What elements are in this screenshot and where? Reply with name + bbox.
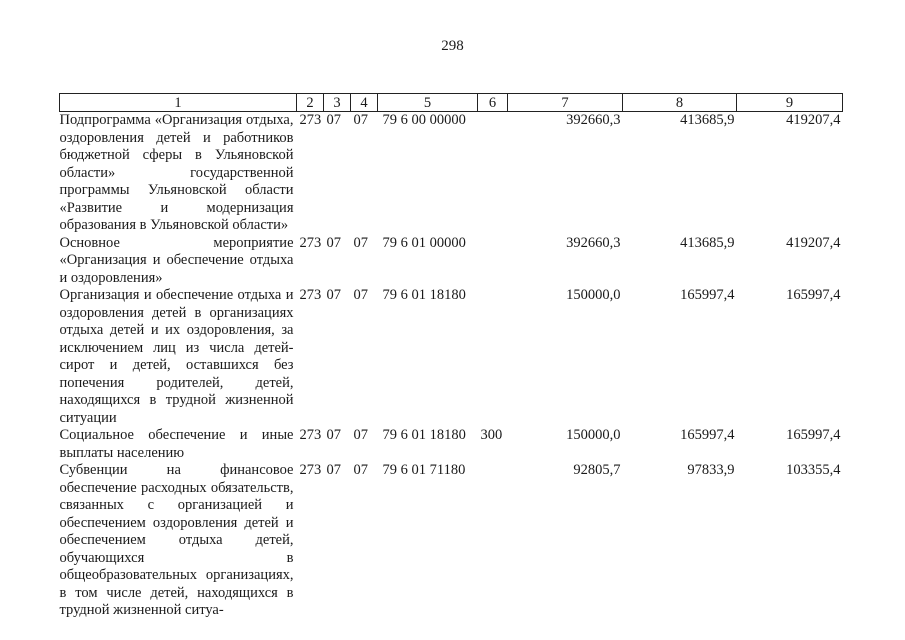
row-target-article: 79 6 00 00000 bbox=[382, 112, 466, 128]
row-section-code: 07 bbox=[326, 287, 341, 303]
header-col-7: 7 bbox=[508, 94, 623, 112]
header-col-6: 6 bbox=[478, 94, 508, 112]
header-col-9: 9 bbox=[737, 94, 843, 112]
header-col-2: 2 bbox=[297, 94, 324, 112]
row-ministry-code: 273 bbox=[299, 462, 322, 478]
row-amount-col7: 392660,3 bbox=[566, 234, 621, 251]
table-header bbox=[60, 94, 843, 112]
row-amount-col8: 165997,4 bbox=[680, 427, 735, 443]
row-section-code: 07 bbox=[326, 427, 341, 443]
row-amount-col9: 419207,4 bbox=[786, 112, 841, 128]
row-amount-col9: 103355,4 bbox=[786, 462, 841, 478]
row-amount-col9: 165997,4 bbox=[786, 427, 841, 443]
row-subsection-code: 07 bbox=[353, 234, 368, 251]
row-expense-type bbox=[478, 287, 508, 427]
row-name: Организация и обеспечение отдыха и оздоровления детей в организациях отдыха детей и их оздоровления, за исключением лиц из числа детей-сирот и детей, оставшихся без попечения родителей, детей, находящихся в трудной жизненной ситуации bbox=[59, 287, 294, 426]
row-target-article: 79 6 01 18180 bbox=[382, 287, 466, 303]
row-section-code: 07 bbox=[326, 112, 341, 128]
row-ministry-code: 273 bbox=[299, 234, 322, 251]
row-amount-col7: 392660,3 bbox=[566, 112, 621, 128]
row-amount-col8: 165997,4 bbox=[680, 287, 735, 303]
table-row bbox=[60, 462, 843, 620]
row-amount-col8: 97833,9 bbox=[687, 462, 735, 478]
header-col-5: 5 bbox=[378, 94, 478, 112]
row-section-code: 07 bbox=[326, 462, 341, 478]
row-expense-type bbox=[478, 112, 508, 235]
header-col-1: 1 bbox=[60, 94, 297, 112]
row-ministry-code: 273 bbox=[299, 427, 322, 443]
row-amount-col8: 413685,9 bbox=[680, 112, 735, 128]
row-amount-col7: 92805,7 bbox=[573, 462, 621, 478]
row-target-article: 79 6 01 71180 bbox=[382, 462, 466, 478]
table-row bbox=[60, 427, 843, 462]
row-amount-col9: 165997,4 bbox=[786, 287, 841, 303]
header-col-3: 3 bbox=[324, 94, 351, 112]
row-amount-col8: 413685,9 bbox=[680, 234, 735, 251]
row-name: Подпрограмма «Организация отдыха, оздоровления детей и работников бюджетной сферы в Ульяновской области» государственной программы Ульяновской области «Развитие и модернизация образования в Ульяновской области» bbox=[59, 112, 294, 233]
row-name: Субвенции на финансовое обеспечение расходных обязательств, связанных с организацией и обеспечением оздоровления детей и обеспечением отдыха детей, обучающихся в общеобразовательных организациях, в том числе детей, находящихся в трудной жизненной ситуа- bbox=[59, 462, 294, 618]
row-target-article: 79 6 01 00000 bbox=[382, 234, 466, 251]
row-ministry-code: 273 bbox=[299, 112, 322, 128]
row-ministry-code: 273 bbox=[299, 287, 322, 303]
row-name: Социальное обеспечение и иные выплаты населению bbox=[59, 427, 294, 461]
row-amount-col7: 150000,0 bbox=[566, 287, 621, 303]
row-expense-type: 300 bbox=[480, 427, 503, 443]
row-amount-col7: 150000,0 bbox=[566, 427, 621, 443]
table-body bbox=[60, 112, 843, 620]
header-row bbox=[60, 94, 843, 112]
header-col-4: 4 bbox=[351, 94, 378, 112]
row-subsection-code: 07 bbox=[353, 112, 368, 128]
row-subsection-code: 07 bbox=[353, 287, 368, 303]
row-target-article: 79 6 01 18180 bbox=[382, 427, 466, 443]
row-subsection-code: 07 bbox=[353, 462, 368, 478]
row-expense-type bbox=[478, 235, 508, 288]
row-subsection-code: 07 bbox=[353, 427, 368, 443]
header-col-8: 8 bbox=[623, 94, 737, 112]
table-row bbox=[60, 235, 843, 288]
row-section-code: 07 bbox=[326, 234, 341, 251]
page-number: 298 bbox=[441, 38, 464, 54]
row-amount-col9: 419207,4 bbox=[786, 234, 841, 251]
table-row bbox=[60, 112, 843, 235]
row-expense-type bbox=[478, 462, 508, 620]
row-name: Основное мероприятие «Организация и обеспечение отдыха и оздоровления» bbox=[59, 234, 294, 286]
table-row bbox=[60, 287, 843, 427]
budget-table bbox=[59, 93, 843, 620]
